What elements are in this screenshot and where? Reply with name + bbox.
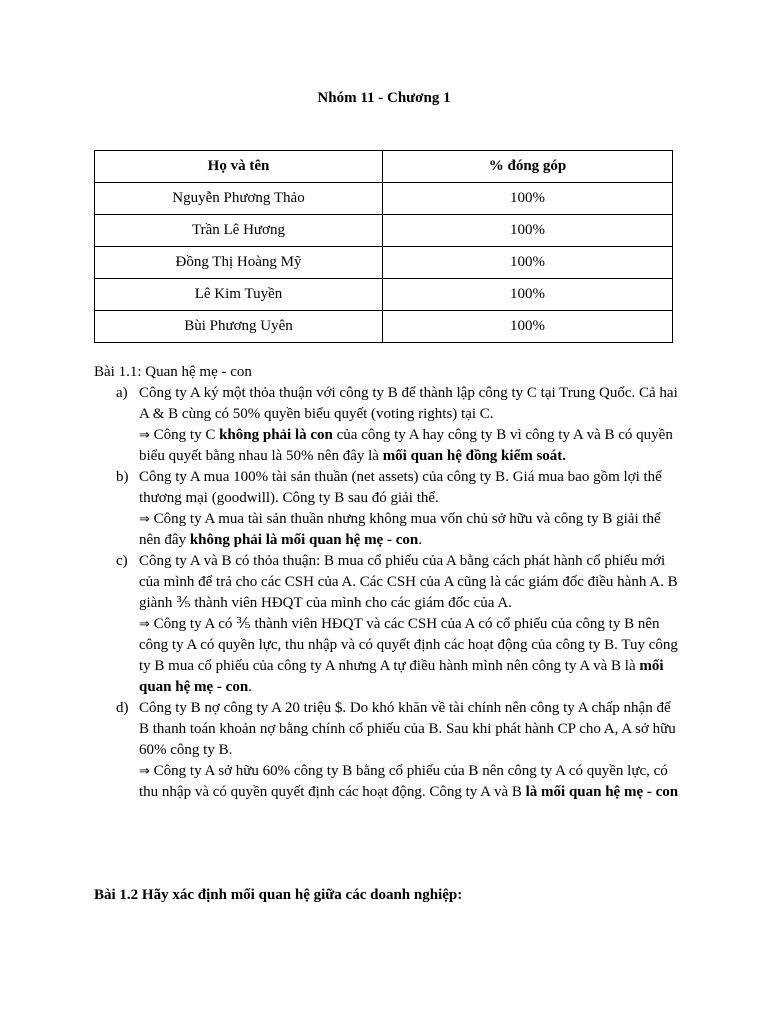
member-name: Lê Kim Tuyền (95, 279, 383, 311)
question-text: Công ty A và B có thỏa thuận: B mua cổ phiếu của A bằng cách phát hành cổ phiếu mới của mình để trả cho các CSH của A. Các CSH của A cũng là các giám đốc điều hành A. B giành ⅗ thành viên HĐQT của mình cho các giám đốc của A. (139, 553, 678, 611)
answer-text (139, 509, 684, 551)
question-text: Công ty A mua 100% tài sản thuần (net assets) của công ty B. Giá mua bao gồm lợi thế thương mại (goodwill). Công ty B sau đó giải thể. (139, 469, 662, 506)
table-row (95, 183, 673, 215)
answer-emphasis: mối quan hệ mẹ - con (139, 658, 664, 695)
item-marker: c) (116, 553, 128, 569)
member-name: Đồng Thị Hoàng Mỹ (95, 247, 383, 279)
member-contribution: 100% (383, 279, 673, 311)
members-table (94, 150, 673, 343)
answer-part: Công ty C (149, 427, 220, 443)
table-row (95, 247, 673, 279)
table-row (95, 279, 673, 311)
page-title: Nhóm 11 - Chương 1 (317, 90, 451, 106)
answer-part: của công ty A hay công ty B vì công ty A và B có quyền biểu quyết bằng nhau là 50% nên đây là (139, 427, 673, 464)
implies-arrow-icon: ⇒ (139, 512, 150, 527)
answer-text (139, 425, 684, 467)
exercise-1-2-heading: Bài 1.2 Hãy xác định mối quan hệ giữa các doanh nghiệp: (94, 887, 463, 903)
implies-arrow-icon: ⇒ (139, 428, 150, 443)
answer-part: Công ty A mua tài sản thuần nhưng không mua vốn chủ sở hữu và công ty B giải thể nên đây (139, 511, 661, 548)
implies-arrow-icon: ⇒ (139, 617, 150, 632)
member-contribution: 100% (383, 215, 673, 247)
question-text: Công ty A ký một thỏa thuận với công ty B để thành lập công ty C tại Trung Quốc. Cả hai A & B cùng có 50% quyền biểu quyết (voting rights) tại C. (139, 385, 678, 422)
item-marker: a) (116, 385, 128, 401)
answer-emphasis: không phải là mối quan hệ mẹ - con (189, 532, 419, 548)
answer-text (139, 614, 684, 698)
answer-part: . (248, 679, 252, 695)
answer-text (139, 761, 684, 803)
question-text: Công ty B nợ công ty A 20 triệu $. Do khó khăn về tài chính nên công ty A chấp nhận để B thanh toán khoản nợ bằng chính cổ phiếu của B. Sau khi phát hành CP cho A, A sở hữu 60% công ty B. (139, 700, 676, 758)
answer-part: Công ty A sở hữu 60% công ty B bằng cổ phiếu của B nên công ty A có quyền lực, có thu nhập và có quyền quyết định các hoạt động. Công ty A và B (139, 763, 668, 800)
list-item (94, 467, 684, 551)
answer-part: Công ty A có ⅗ thành viên HĐQT và các CSH của A có cổ phiếu của công ty B nên công ty A có quyền lực, thu nhập và có quyết định các hoạt động của công ty B. Tuy công ty B mua cổ phiếu của công ty A nhưng A tự điều hành mình nên công ty A và B là (139, 616, 678, 674)
member-contribution: 100% (383, 247, 673, 279)
table-row (95, 215, 673, 247)
list-item (94, 698, 684, 803)
list-item (94, 383, 684, 467)
list-item (94, 551, 684, 698)
implies-arrow-icon: ⇒ (139, 764, 150, 779)
column-header-name: Họ và tên (95, 151, 383, 183)
column-header-contribution: % đóng góp (383, 151, 673, 183)
member-name: Nguyễn Phương Thảo (95, 183, 383, 215)
answer-emphasis: mối quan hệ đồng kiểm soát. (382, 448, 567, 464)
table-row (95, 311, 673, 343)
member-name: Bùi Phương Uyên (95, 311, 383, 343)
item-marker: b) (116, 469, 129, 485)
exercise-label: Bài 1.1: Quan hệ mẹ - con (94, 364, 252, 380)
member-contribution: 100% (383, 311, 673, 343)
item-marker: d) (116, 700, 129, 716)
exercise-1-1 (94, 362, 684, 803)
answer-emphasis: không phải là con (219, 427, 333, 443)
member-contribution: 100% (383, 183, 673, 215)
case-list (94, 383, 684, 803)
table-header-row (95, 151, 673, 183)
answer-part: . (418, 532, 422, 548)
member-name: Trần Lê Hương (95, 215, 383, 247)
answer-emphasis: là mối quan hệ mẹ - con (525, 784, 679, 800)
